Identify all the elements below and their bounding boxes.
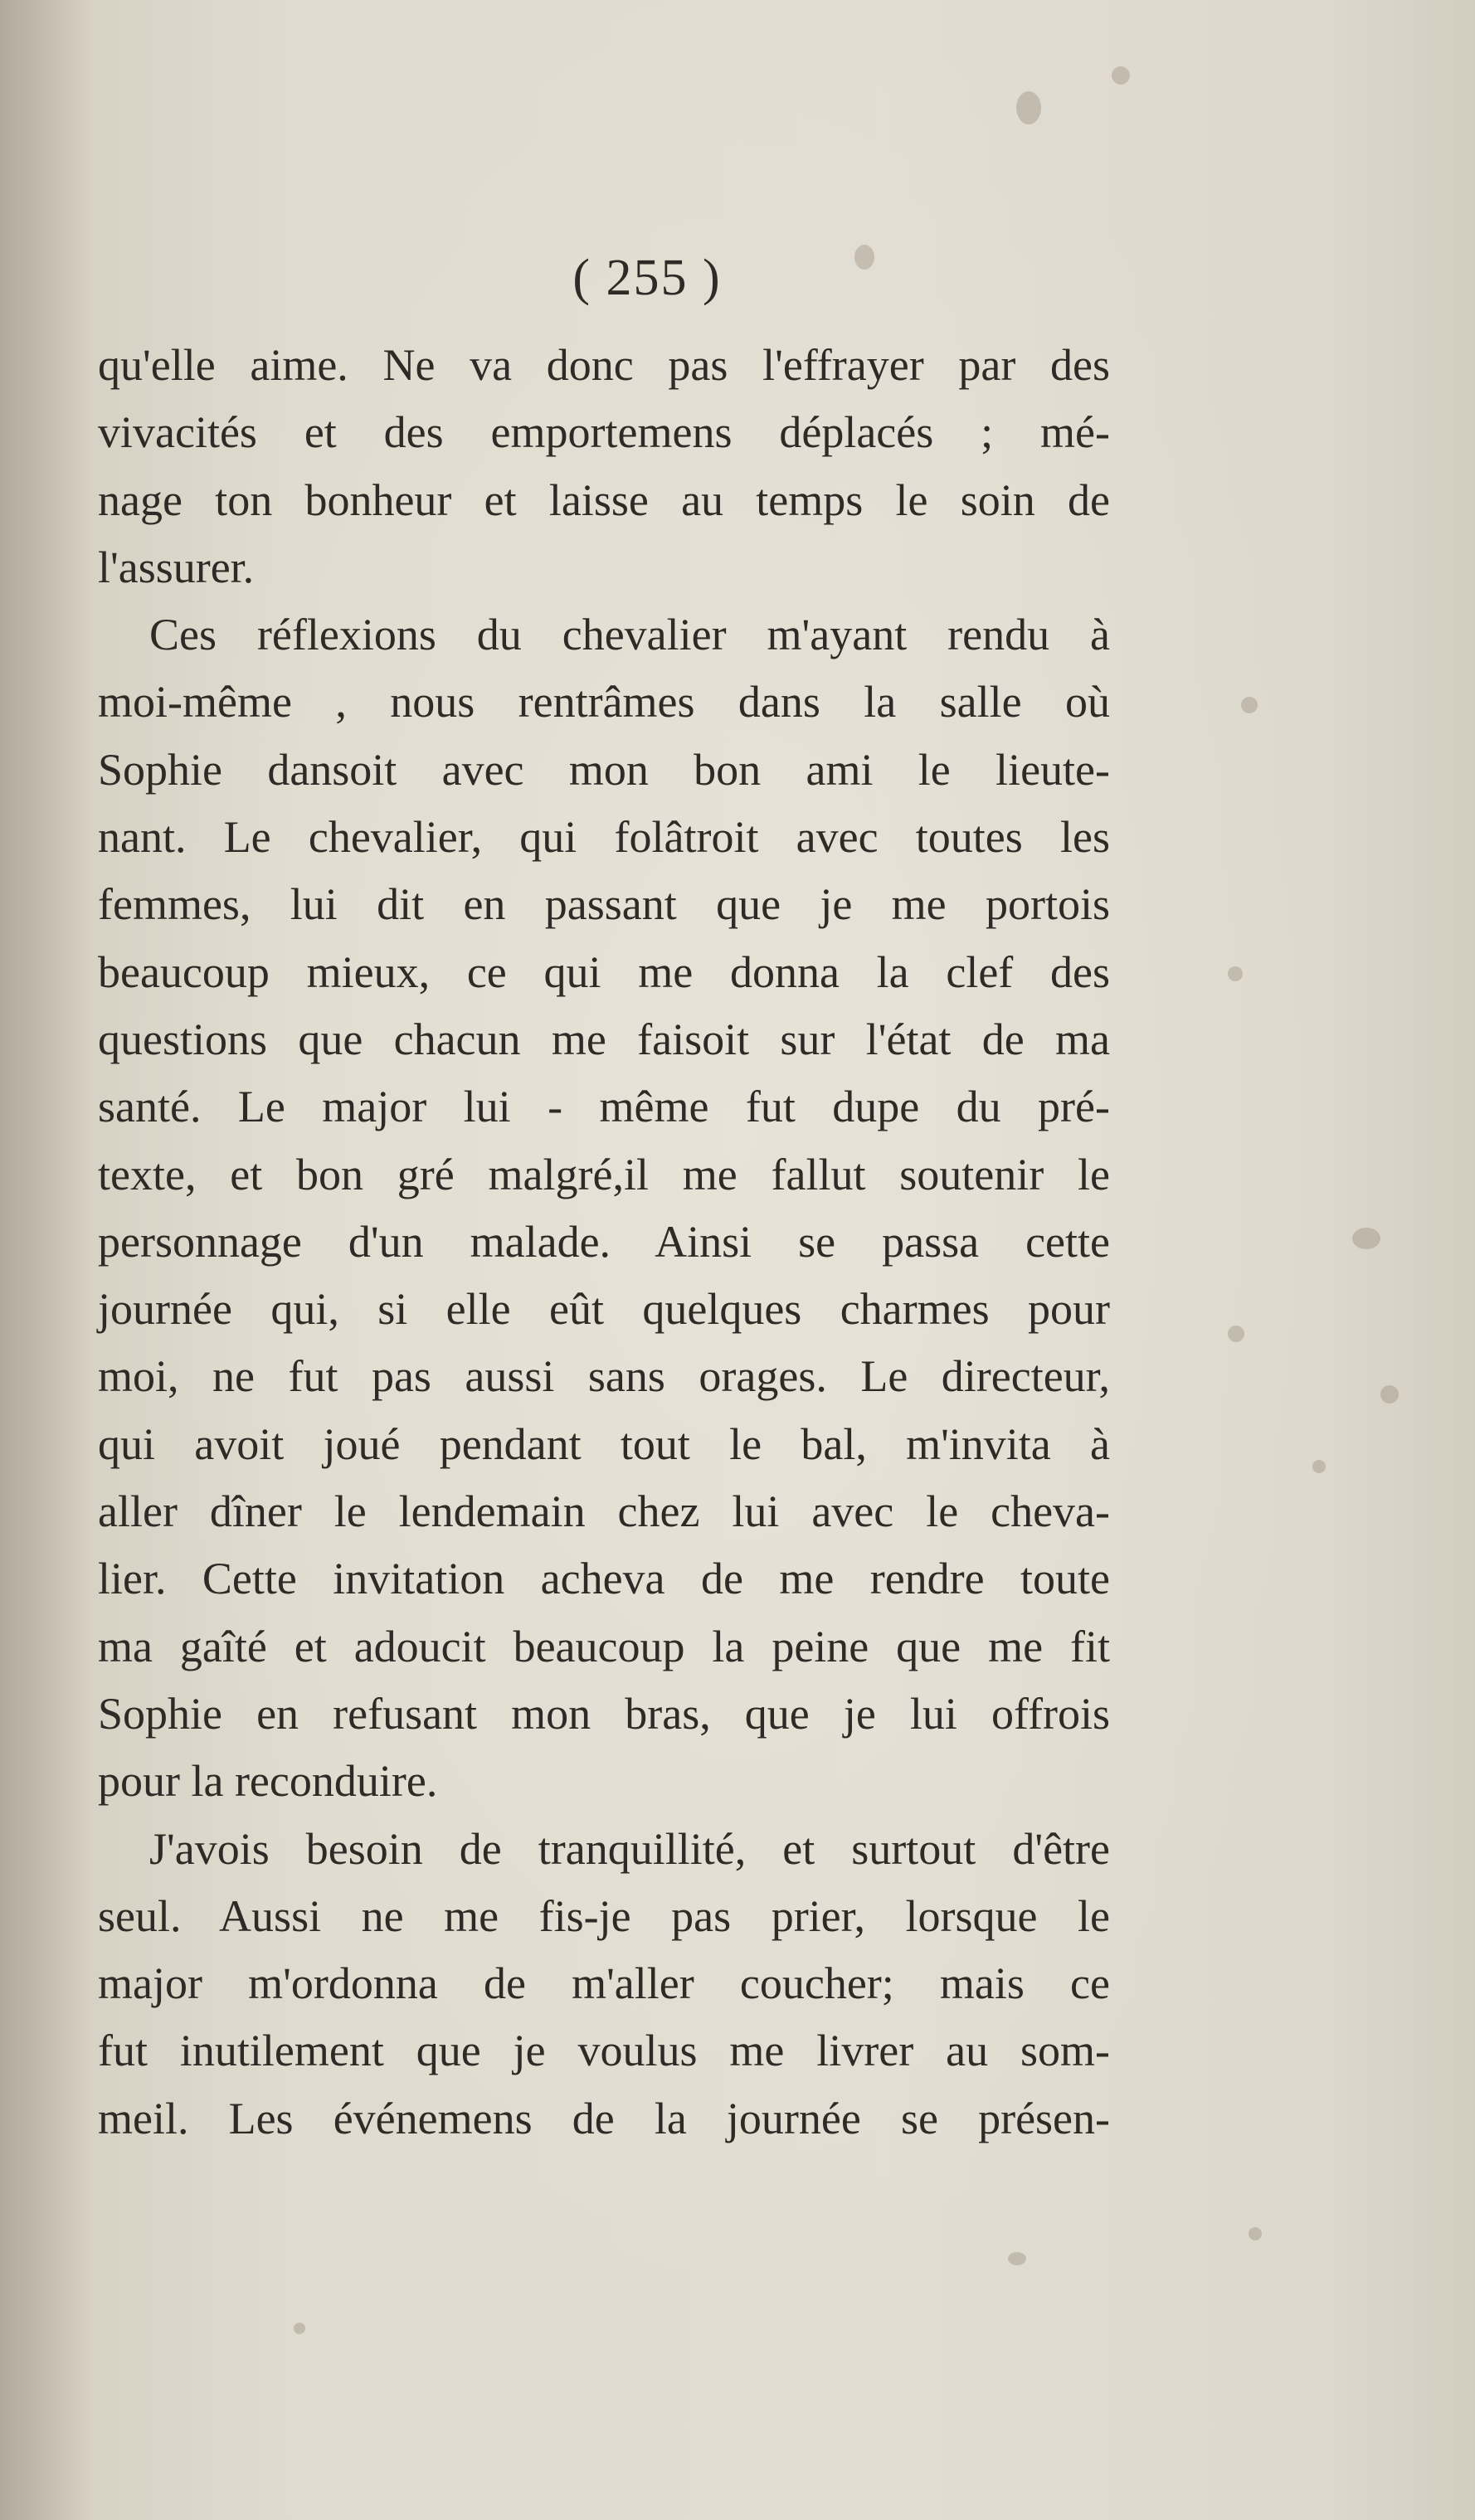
foxing-spot (294, 2323, 305, 2334)
text-line: J'avois besoin de tranquillité, et surtout d'être (149, 1823, 1110, 1874)
text-line: qu'elle aime. Ne va donc pas l'effrayer par des (98, 340, 1110, 390)
text-line: major m'ordonna de m'aller coucher; mais ce (98, 1958, 1110, 2009)
text-line: santé. Le major lui - même fut dupe du pré- (98, 1082, 1110, 1132)
page-gutter-shadow (0, 0, 91, 2520)
foxing-spot (1380, 1385, 1399, 1404)
text-line: moi, ne fut pas aussi sans orages. Le directeur, (98, 1351, 1110, 1402)
foxing-spot (1228, 1326, 1244, 1342)
text-line: moi-même , nous rentrâmes dans la salle où (98, 677, 1110, 727)
text-line: texte, et bon gré malgré,il me fallut soutenir le (98, 1149, 1110, 1199)
text-line: questions que chacun me faisoit sur l'état de ma (98, 1014, 1110, 1064)
text-line: lier. Cette invitation acheva de me rendre toute (98, 1554, 1110, 1604)
text-line: Sophie dansoit avec mon bon ami le lieute- (98, 744, 1110, 795)
page-number: ( 255 ) (572, 250, 722, 306)
text-line: meil. Les événemens de la journée se présen- (98, 2093, 1110, 2143)
text-line: journée qui, si elle eût quelques charmes pour (98, 1284, 1110, 1335)
text-line: seul. Aussi ne me fis-je pas prier, lorsque le (98, 1890, 1110, 1941)
foxing-spot (1112, 66, 1130, 85)
foxing-spot (1312, 1460, 1326, 1473)
body-text (98, 332, 1110, 2153)
foxing-spot (1228, 966, 1243, 981)
text-line: l'assurer. (98, 542, 255, 592)
text-line: nage ton bonheur et laisse au temps le soin de (98, 474, 1110, 525)
text-line: fut inutilement que je voulus me livrer au som- (98, 2026, 1110, 2076)
text-line: femmes, lui dit en passant que je me portois (98, 879, 1110, 930)
foxing-spot (1249, 2227, 1262, 2240)
text-line: pour la reconduire. (98, 1756, 438, 1807)
text-line: qui avoit joué pendant tout le bal, m'invita à (98, 1418, 1110, 1469)
foxing-spot (1241, 697, 1258, 713)
text-line: vivacités et des emportemens déplacés ; mé- (98, 407, 1110, 458)
text-line: aller dîner le lendemain chez lui avec le cheva- (98, 1486, 1110, 1537)
foxing-spot (1008, 2252, 1026, 2265)
text-line: Sophie en refusant mon bras, que je lui offrois (98, 1688, 1110, 1739)
text-line: nant. Le chevalier, qui folâtroit avec toutes les (98, 812, 1110, 863)
text-line: beaucoup mieux, ce qui me donna la clef des (98, 946, 1110, 997)
foxing-spot (1352, 1228, 1380, 1249)
text-line: Ces réflexions du chevalier m'ayant rendu à (149, 610, 1110, 660)
text-line: ma gaîté et adoucit beaucoup la peine que me fit (98, 1621, 1110, 1671)
foxing-spot (1016, 91, 1041, 124)
text-line: personnage d'un malade. Ainsi se passa cette (98, 1216, 1110, 1267)
